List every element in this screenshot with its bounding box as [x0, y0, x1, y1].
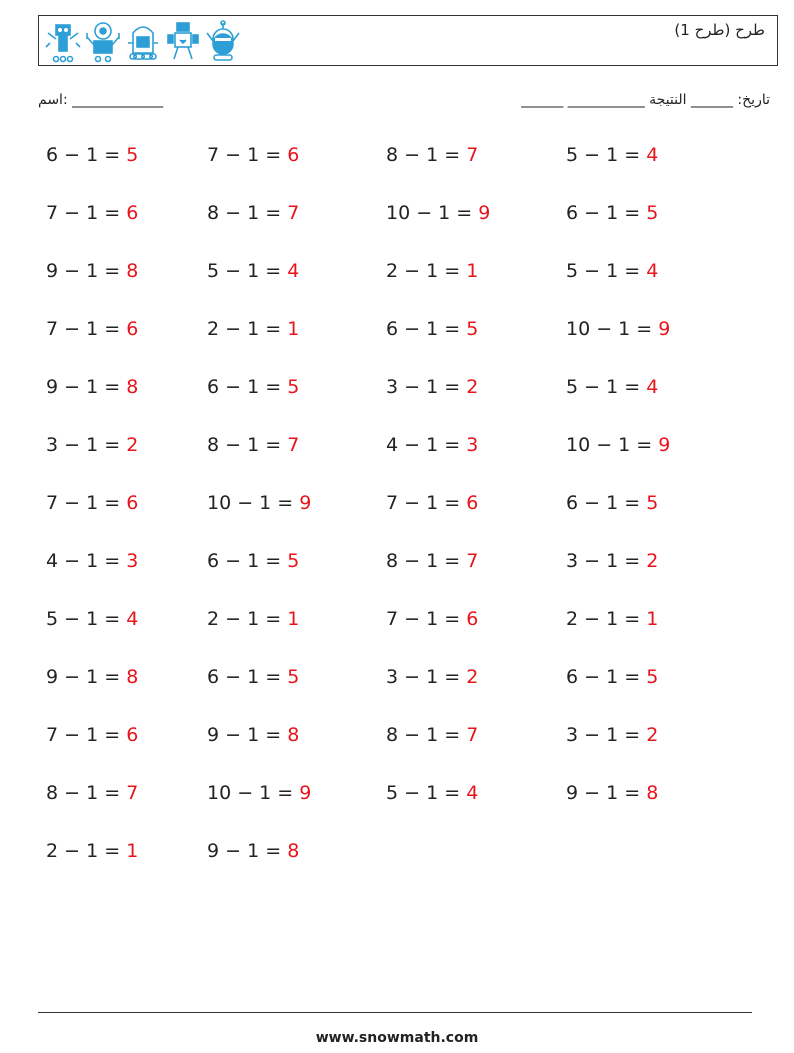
problem-question: 9 − 1 =: [207, 840, 282, 862]
problem-answer: 6: [126, 724, 139, 746]
problem-question: 7 − 1 =: [207, 144, 282, 166]
problem-question: 2 − 1 =: [386, 260, 461, 282]
problem-item: [386, 318, 478, 340]
problem-answer: 6: [126, 202, 139, 224]
problem-answer: 8: [126, 260, 139, 282]
problem-item: [46, 492, 138, 514]
problem-answer: 7: [287, 434, 300, 456]
problem-item: [46, 260, 138, 282]
problem-answer: 3: [126, 550, 139, 572]
problem-item: [566, 144, 658, 166]
problem-question: 3 − 1 =: [386, 376, 461, 398]
robot-icon: [44, 19, 82, 63]
problem-answer: 7: [287, 202, 300, 224]
problem-answer: 6: [126, 318, 139, 340]
problem-question: 8 − 1 =: [46, 782, 121, 804]
problem-answer: 9: [299, 782, 312, 804]
problem-item: [46, 724, 138, 746]
problem-answer: 1: [646, 608, 659, 630]
problem-item: [386, 434, 478, 456]
problem-question: 2 − 1 =: [46, 840, 121, 862]
problem-item: [566, 434, 670, 456]
problem-answer: 9: [658, 318, 671, 340]
problem-answer: 8: [646, 782, 659, 804]
problem-answer: 6: [466, 608, 479, 630]
problem-item: [386, 666, 478, 688]
problem-item: [386, 202, 490, 224]
problem-answer: 5: [287, 376, 300, 398]
problem-answer: 8: [287, 840, 300, 862]
problem-item: [386, 550, 478, 572]
problem-answer: 5: [646, 202, 659, 224]
problem-item: [566, 782, 658, 804]
problem-item: [46, 376, 138, 398]
problem-question: 5 − 1 =: [46, 608, 121, 630]
problem-item: [566, 318, 670, 340]
problem-answer: 1: [287, 318, 300, 340]
robot-icon: [84, 19, 122, 63]
problem-answer: 5: [646, 492, 659, 514]
problem-question: 6 − 1 =: [207, 550, 282, 572]
footer-divider: [38, 1012, 752, 1013]
problem-item: [46, 666, 138, 688]
problem-question: 5 − 1 =: [207, 260, 282, 282]
problem-answer: 5: [287, 550, 300, 572]
problem-item: [46, 608, 138, 630]
problem-question: 5 − 1 =: [566, 144, 641, 166]
problem-answer: 4: [126, 608, 139, 630]
problem-item: [386, 144, 478, 166]
problem-answer: 4: [287, 260, 300, 282]
problem-item: [386, 782, 478, 804]
problem-question: 7 − 1 =: [386, 608, 461, 630]
problem-question: 3 − 1 =: [566, 724, 641, 746]
problem-item: [207, 666, 299, 688]
problem-item: [566, 666, 658, 688]
problem-question: 9 − 1 =: [46, 666, 121, 688]
problem-question: 7 − 1 =: [386, 492, 461, 514]
problem-question: 10 − 1 =: [566, 434, 653, 456]
problem-answer: 6: [287, 144, 300, 166]
robot-icon: [204, 19, 242, 63]
problem-item: [207, 782, 311, 804]
problem-question: 7 − 1 =: [46, 318, 121, 340]
problem-answer: 1: [287, 608, 300, 630]
problem-question: 8 − 1 =: [207, 434, 282, 456]
robot-icon: [164, 19, 202, 63]
problem-question: 9 − 1 =: [46, 260, 121, 282]
name-field: اسم: _____________: [38, 92, 164, 108]
problem-answer: 7: [466, 550, 479, 572]
problem-question: 3 − 1 =: [566, 550, 641, 572]
problem-question: 4 − 1 =: [46, 550, 121, 572]
problem-item: [207, 260, 299, 282]
problem-answer: 2: [646, 550, 659, 572]
problem-answer: 5: [466, 318, 479, 340]
problem-item: [566, 492, 658, 514]
problem-question: 2 − 1 =: [566, 608, 641, 630]
problem-answer: 9: [478, 202, 491, 224]
problem-question: 10 − 1 =: [207, 782, 294, 804]
problem-answer: 1: [466, 260, 479, 282]
problem-answer: 8: [126, 666, 139, 688]
problem-question: 3 − 1 =: [46, 434, 121, 456]
problem-item: [566, 376, 658, 398]
problem-answer: 5: [646, 666, 659, 688]
problem-item: [386, 260, 478, 282]
robot-illustrations: [44, 19, 242, 63]
problem-item: [46, 550, 138, 572]
problem-item: [46, 782, 138, 804]
problem-item: [566, 202, 658, 224]
problem-item: [207, 550, 299, 572]
problem-question: 8 − 1 =: [386, 724, 461, 746]
problem-item: [46, 202, 138, 224]
problem-item: [386, 492, 478, 514]
problem-answer: 9: [658, 434, 671, 456]
worksheet-title: طرح (طرح 1): [674, 21, 765, 39]
problem-item: [386, 376, 478, 398]
problem-answer: 2: [126, 434, 139, 456]
robot-icon: [124, 19, 162, 63]
problem-question: 8 − 1 =: [207, 202, 282, 224]
problem-item: [207, 492, 311, 514]
problem-answer: 7: [126, 782, 139, 804]
problem-question: 2 − 1 =: [207, 608, 282, 630]
problem-item: [386, 608, 478, 630]
problem-answer: 4: [466, 782, 479, 804]
problem-answer: 9: [299, 492, 312, 514]
problem-item: [207, 318, 299, 340]
problem-item: [207, 202, 299, 224]
problem-answer: 2: [466, 666, 479, 688]
problem-question: 10 − 1 =: [207, 492, 294, 514]
problem-question: 7 − 1 =: [46, 492, 121, 514]
problem-item: [46, 318, 138, 340]
problem-item: [207, 376, 299, 398]
problem-question: 2 − 1 =: [207, 318, 282, 340]
problem-item: [207, 144, 299, 166]
problem-question: 5 − 1 =: [566, 376, 641, 398]
problem-answer: 5: [287, 666, 300, 688]
problem-answer: 6: [466, 492, 479, 514]
problem-question: 4 − 1 =: [386, 434, 461, 456]
problem-item: [207, 608, 299, 630]
problem-answer: 8: [126, 376, 139, 398]
problem-question: 5 − 1 =: [386, 782, 461, 804]
problem-item: [46, 144, 138, 166]
problem-answer: 7: [466, 144, 479, 166]
problem-answer: 4: [646, 260, 659, 282]
problem-answer: 4: [646, 376, 659, 398]
problem-item: [207, 840, 299, 862]
problem-question: 7 − 1 =: [46, 724, 121, 746]
problem-answer: 3: [466, 434, 479, 456]
problem-answer: 7: [466, 724, 479, 746]
problem-question: 10 − 1 =: [386, 202, 473, 224]
problem-question: 6 − 1 =: [566, 202, 641, 224]
problem-item: [566, 608, 658, 630]
worksheet-header: [38, 15, 778, 66]
problem-question: 5 − 1 =: [566, 260, 641, 282]
problem-question: 7 − 1 =: [46, 202, 121, 224]
problem-item: [566, 724, 658, 746]
problem-question: 6 − 1 =: [207, 666, 282, 688]
date-score-field: تاريخ: ______ النتيجة ___________ ______: [521, 92, 770, 108]
problem-answer: 6: [126, 492, 139, 514]
problem-question: 9 − 1 =: [46, 376, 121, 398]
problem-answer: 1: [126, 840, 139, 862]
problem-question: 8 − 1 =: [386, 550, 461, 572]
problem-question: 6 − 1 =: [46, 144, 121, 166]
problem-answer: 2: [646, 724, 659, 746]
problem-answer: 8: [287, 724, 300, 746]
problem-item: [207, 724, 299, 746]
problem-answer: 5: [126, 144, 139, 166]
problem-question: 6 − 1 =: [386, 318, 461, 340]
problem-item: [46, 840, 138, 862]
problem-question: 9 − 1 =: [207, 724, 282, 746]
problem-item: [566, 260, 658, 282]
problem-item: [207, 434, 299, 456]
problem-question: 8 − 1 =: [386, 144, 461, 166]
problem-answer: 2: [466, 376, 479, 398]
problem-item: [386, 724, 478, 746]
problem-question: 3 − 1 =: [386, 666, 461, 688]
problem-question: 10 − 1 =: [566, 318, 653, 340]
problem-item: [566, 550, 658, 572]
problem-question: 6 − 1 =: [566, 666, 641, 688]
problem-question: 9 − 1 =: [566, 782, 641, 804]
problem-answer: 4: [646, 144, 659, 166]
footer-url: www.snowmath.com: [315, 1030, 479, 1046]
problem-question: 6 − 1 =: [207, 376, 282, 398]
problem-item: [46, 434, 138, 456]
problem-question: 6 − 1 =: [566, 492, 641, 514]
